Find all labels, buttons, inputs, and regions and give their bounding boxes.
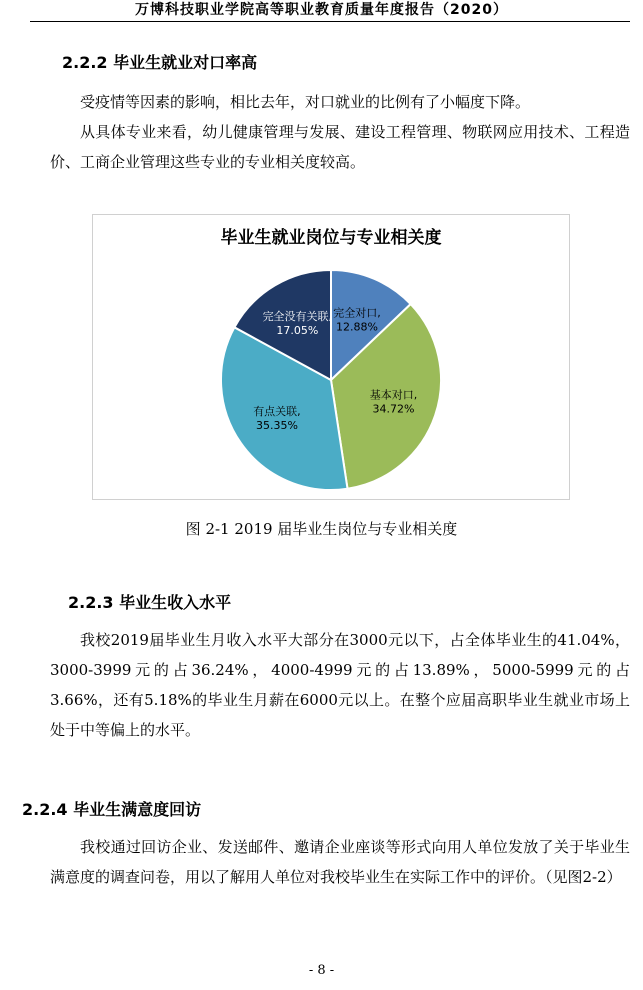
slice-value-label: 12.88% — [336, 320, 378, 334]
paragraph: 我校2019届毕业生月收入水平大部分在3000元以下，占全体毕业生的41.04%，3000-3999元的占36.24%，4000-4999元的占13.89%，5000-5999元的占3.66%，还有5.18%的毕业生月薪在6000元以上。在整个应届高职毕业生就业市场上处于中等偏上的水平。 — [50, 631, 630, 739]
section-heading-2-2-3: 2.2.3 毕业生收入水平 — [68, 593, 232, 612]
slice-value-label: 35.35% — [255, 418, 298, 432]
page-number: - 8 - — [308, 963, 335, 978]
running-header: 万博科技职业学院高等职业教育质量年度报告（2020） — [135, 2, 508, 18]
slice-value-label: 34.72% — [372, 402, 415, 416]
pie-chart — [92, 214, 570, 500]
figure-caption: 图 2-1 2019 届毕业生岗位与专业相关度 — [185, 520, 458, 538]
slice-label: 完全对口, — [333, 306, 381, 320]
slice-label: 完全没有关联, — [262, 310, 333, 324]
header-rule — [30, 21, 630, 22]
section-heading-2-2-2: 2.2.2 毕业生就业对口率高 — [62, 53, 258, 72]
slice-label: 基本对口, — [369, 388, 418, 402]
paragraph: 我校通过回访企业、发送邮件、邀请企业座谈等形式向用人单位发放了关于毕业生满意度的调查问卷，用以了解用人单位对我校毕业生在实际工作中的评价。（见图2-2） — [50, 838, 630, 886]
section-heading-2-2-4: 2.2.4 毕业生满意度回访 — [22, 800, 202, 819]
paragraph: 从具体专业来看，幼儿健康管理与发展、建设工程管理、物联网应用技术、工程造价、工商企业管理这些专业的专业相关度较高。 — [50, 123, 630, 171]
paragraph: 受疫情等因素的影响，相比去年，对口就业的比例有了小幅度下降。 — [80, 93, 531, 111]
slice-label: 有点关联, — [253, 404, 301, 418]
chart-title: 毕业生就业岗位与专业相关度 — [220, 228, 442, 248]
pie-chart-svg — [93, 215, 569, 499]
slice-value-label: 17.05% — [276, 324, 319, 338]
